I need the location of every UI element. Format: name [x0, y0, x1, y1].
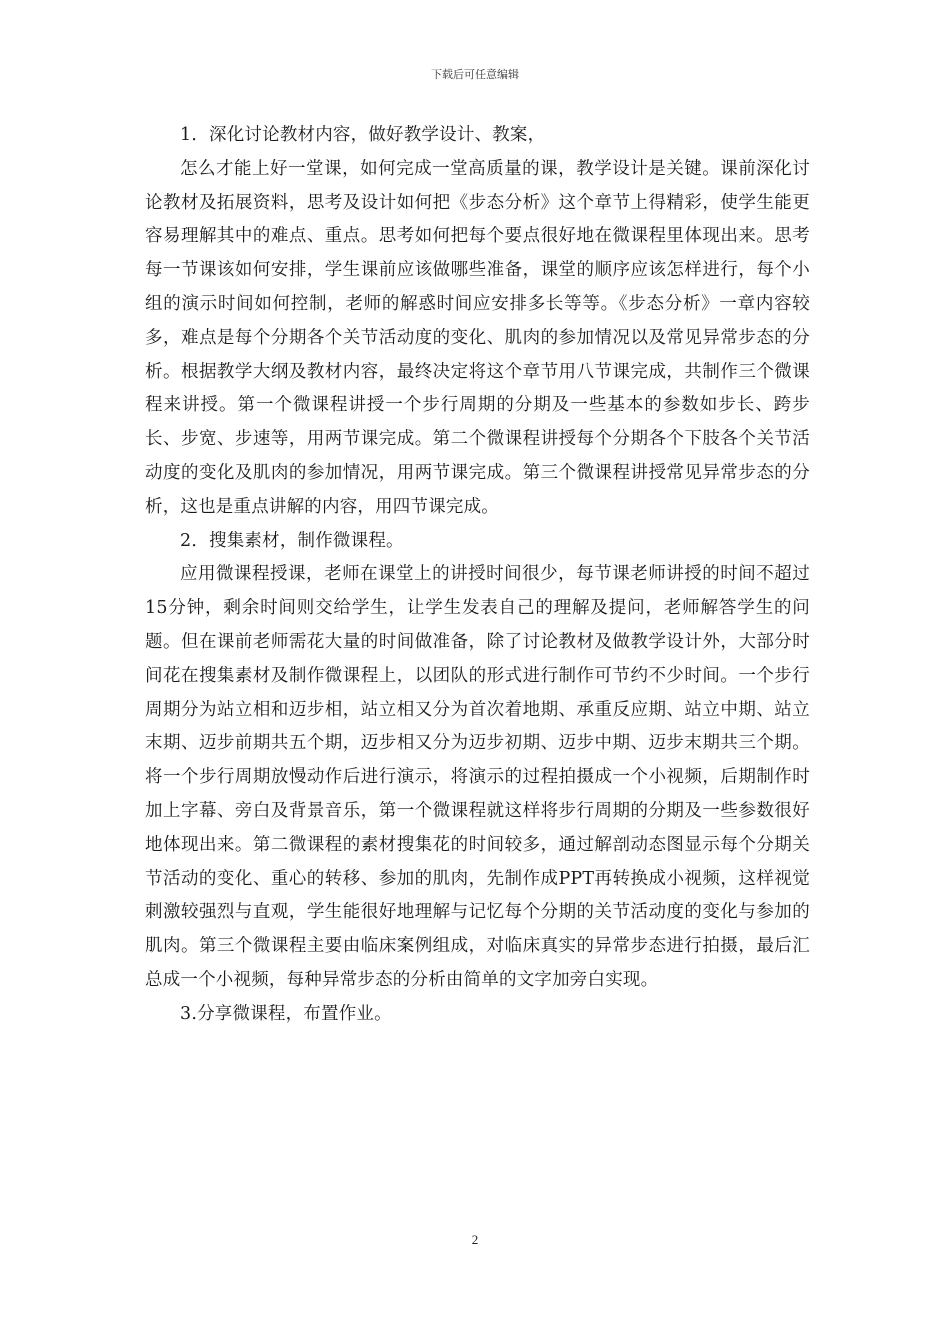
section-heading-1: 1．深化讨论教材内容，做好教学设计、教案，	[180, 125, 546, 145]
document-body	[145, 119, 810, 1032]
paragraph-material-collection: 应用微课程授课，老师在课堂上的讲授时间很少，每节课老师讲授的时间不超过15分钟，剩余时间则交给学生，让学生发表自己的理解及提问，老师解答学生的问题。但在课前老师需花大量的时间做准备，除了讨论教材及做教学设计外，大部分时间花在搜集素材及制作微课程上，以团队的形式进行制作可节约不少时间。一个步行周期分为站立相和迈步相，站立相又分为首次着地期、承重反应期、站立中期、站立末期、迈步前期共五个期，迈步相又分为迈步初期、迈步中期、迈步末期共三个期。将一个步行周期放慢动作后进行演示，将演示的过程拍摄成一个小视频，后期制作时加上字幕、旁白及背景音乐，第一个微课程就这样将步行周期的分期及一些参数很好地体现出来。第二微课程的素材搜集花的时间较多，通过解剖动态图显示每个分期关节活动的变化、重心的转移、参加的肌肉，先制作成PPT再转换成小视频，这样视觉刺激较强烈与直观，学生能很好地理解与记忆每个分期的关节活动度的变化与参加的肌肉。第三个微课程主要由临床案例组成，对临床真实的异常步态进行拍摄，最后汇总成一个小视频，每种异常步态的分析由简单的文字加旁白实现。	[145, 564, 810, 990]
page-header: 下载后可任意编辑	[431, 68, 519, 81]
paragraph-teaching-design: 怎么才能上好一堂课，如何完成一堂高质量的课，教学设计是关键。课前深化讨论教材及拓展资料，思考及设计如何把《步态分析》这个章节上得精彩，使学生能更容易理解其中的难点、重点。思考如何把每个要点很好地在微课程里体现出来。思考每一节课该如何安排，学生课前应该做哪些准备，课堂的顺序应该怎样进行，每个小组的演示时间如何控制，老师的解惑时间应安排多长等等。《步态分析》一章内容较多，难点是每个分期各个关节活动度的变化、肌肉的参加情况以及常见异常步态的分析。根据教学大纲及教材内容，最终决定将这个章节用八节课完成，共制作三个微课程来讲授。第一个微课程讲授一个步行周期的分期及一些基本的参数如步长、跨步长、步宽、步速等，用两节课完成。第二个微课程讲授每个分期各个下肢各个关节活动度的变化及肌肉的参加情况，用两节课完成。第三个微课程讲授常见异常步态的分析，这也是重点讲解的内容，用四节课完成。	[145, 158, 810, 517]
section-heading-2: 2．搜集素材，制作微课程。	[180, 530, 404, 551]
page-number: 2	[471, 1232, 479, 1247]
section-heading-3: 3.分享微课程，布置作业。	[180, 1003, 392, 1024]
